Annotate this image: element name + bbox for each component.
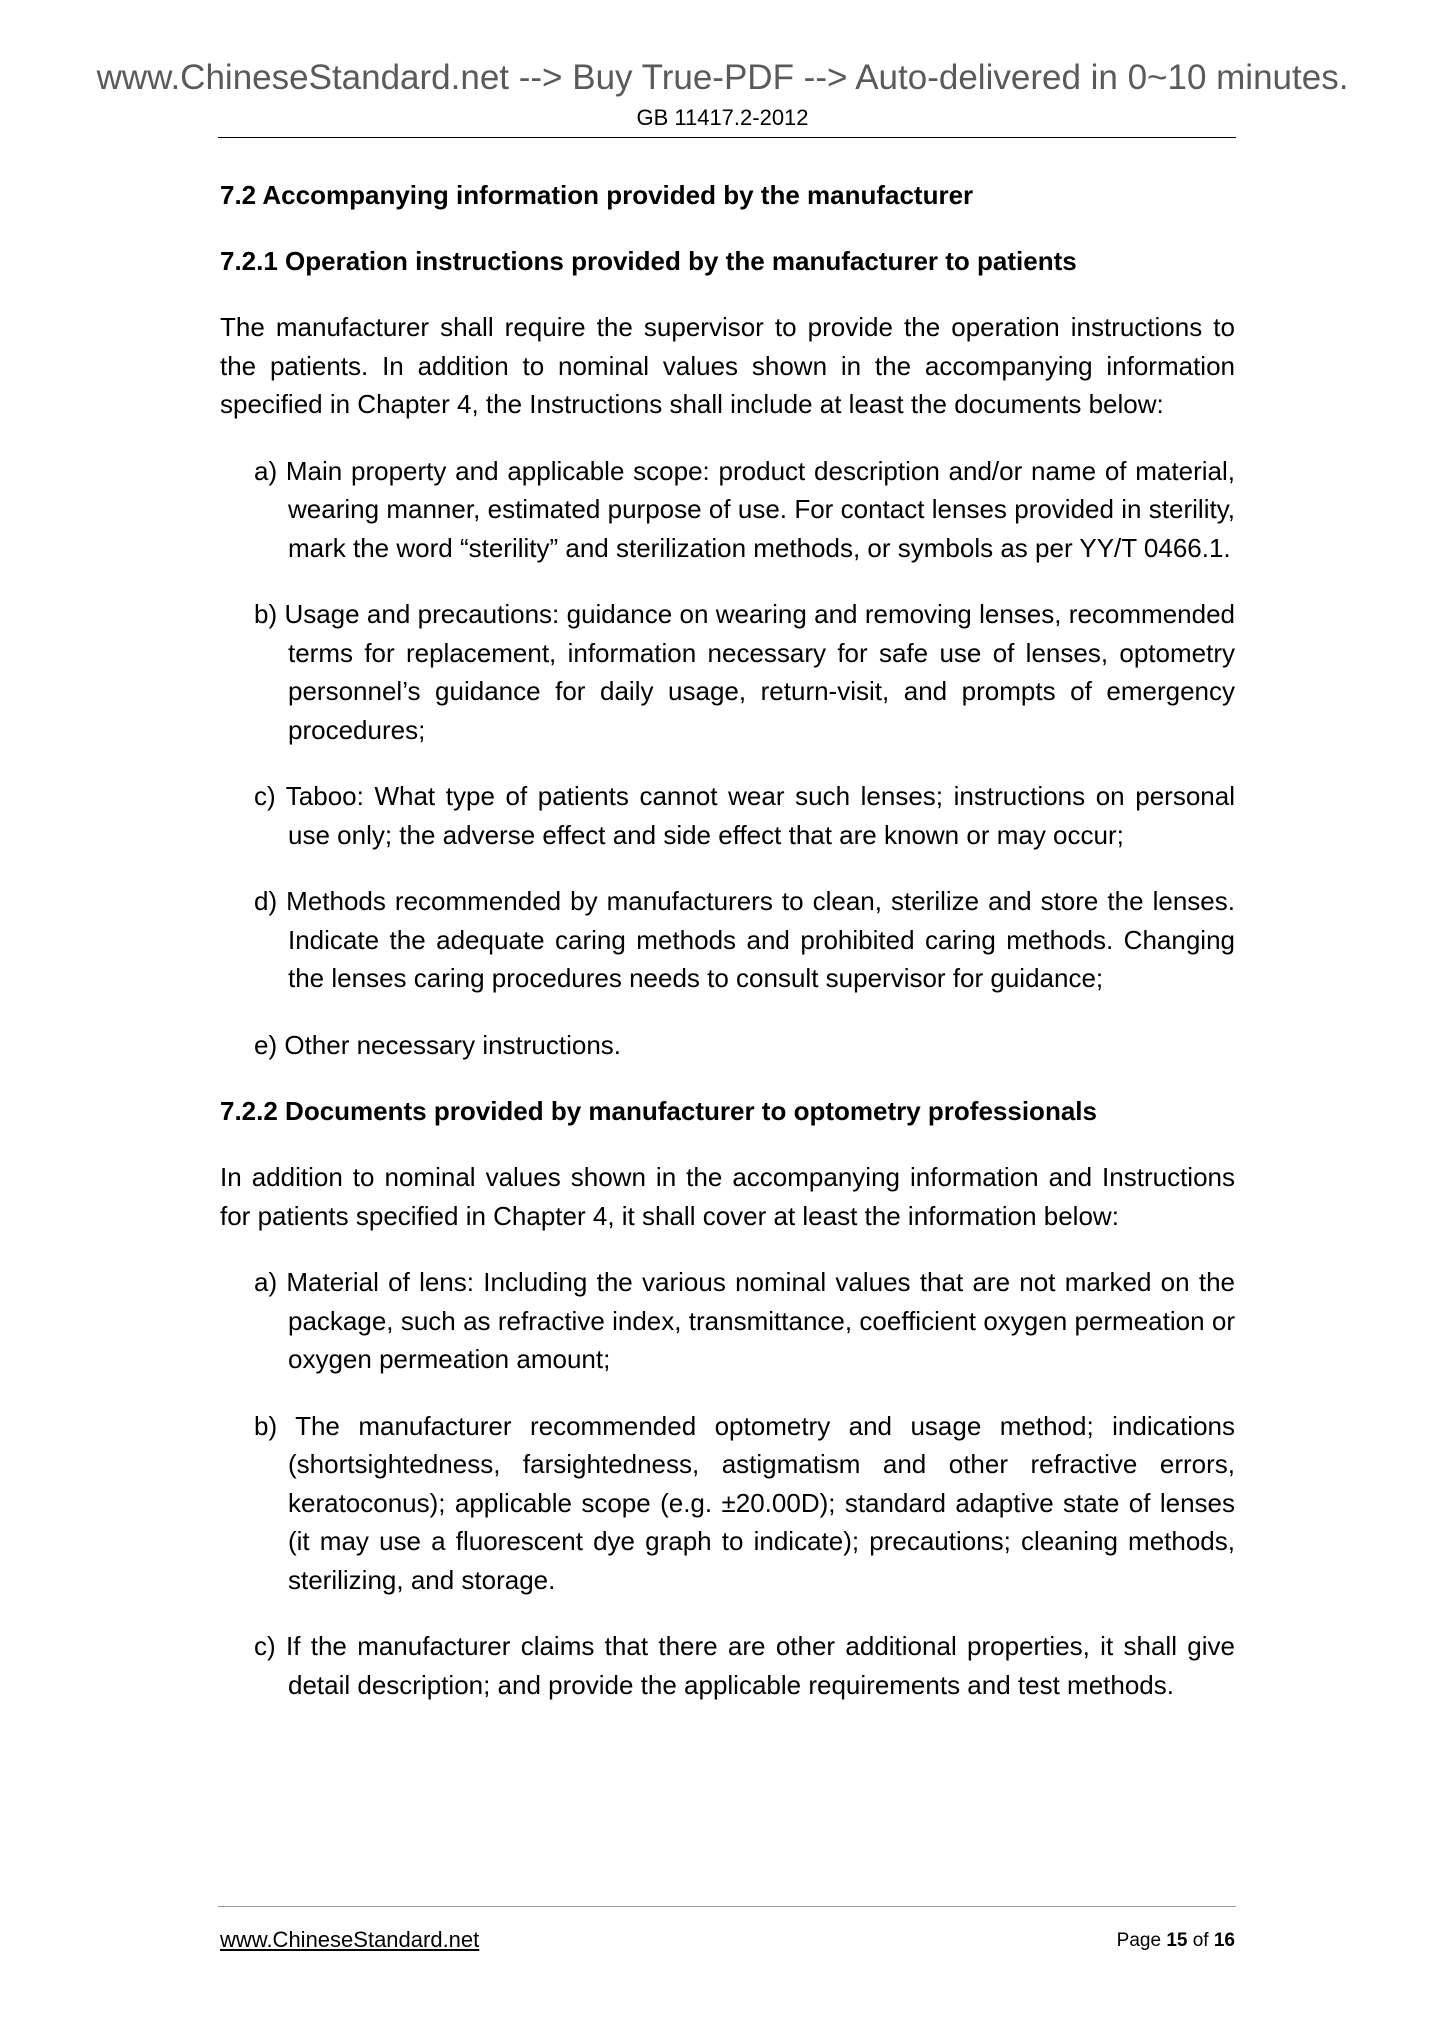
footer-site-link[interactable]: www.ChineseStandard.net xyxy=(220,1927,480,1952)
page-total: 16 xyxy=(1213,1930,1235,1951)
section-7-2-1-intro: The manufacturer shall require the supervisor to provide the operation instructions to the patients. In addition to nominal values shown in the accompanying information specified in Chapter 4, the Instructions shall include at least the documents below: xyxy=(220,312,1235,419)
list-item-7-2-1-d: d) Methods recommended by manufacturers to clean, sterilize and store the lenses. Indicate the adequate caring methods and prohibited caring methods. Changing the lenses caring procedures needs to consult supervisor for guidance; xyxy=(254,886,1235,993)
page-prefix: Page xyxy=(1116,1930,1167,1951)
list-item-7-2-1-a: a) Main property and applicable scope: product description and/or name of material, wearing manner, estimated purpose of use. For contact lenses provided in sterility, mark the word “sterility” and sterilization methods, or symbols as per YY/T 0466.1. xyxy=(254,455,1235,563)
list-item-7-2-1-b: b) Usage and precautions: guidance on wearing and removing lenses, recommended terms for replacement, information necessary for safe use of lenses, optometry personnel’s guidance for daily usage, return-visit, and prompts of emergency procedures; xyxy=(254,599,1235,745)
page-content xyxy=(220,176,1235,1732)
standard-code: GB 11417.2-2012 xyxy=(636,105,809,130)
list-item-7-2-2-c: c) If the manufacturer claims that there are other additional properties, it shall give detail description; and provide the applicable requirements and test methods. xyxy=(254,1631,1235,1700)
list-item-7-2-1-e: e) Other necessary instructions. xyxy=(254,1029,622,1060)
footer-divider xyxy=(218,1906,1236,1907)
page-of: of xyxy=(1187,1930,1214,1951)
banner-text: www.ChineseStandard.net --> Buy True-PDF --> Auto-delivered in 0~10 minutes. xyxy=(96,58,1349,97)
section-heading-7-2-1: 7.2.1 Operation instructions provided by the manufacturer to patients xyxy=(220,246,1077,276)
page-number xyxy=(1117,1928,1235,1954)
page-current: 15 xyxy=(1166,1930,1188,1951)
section-7-2-2-intro: In addition to nominal values shown in the accompanying information and Instructions for patients specified in Chapter 4, it shall cover at least the information below: xyxy=(220,1162,1235,1231)
list-item-7-2-2-a: a) Material of lens: Including the various nominal values that are not marked on the package, such as refractive index, transmittance, coefficient oxygen permeation or oxygen permeation amount; xyxy=(254,1267,1235,1374)
list-item-7-2-2-b: b) The manufacturer recommended optometry and usage method; indications (shortsightedness, farsightedness, astigmatism and other refractive errors, keratoconus); applicable scope (e.g. ±20.00D); standard adaptive state of lenses (it may use a fluorescent dye graph to indicate); precautions; cleaning methods, sterilizing, and storage. xyxy=(254,1410,1235,1595)
list-item-7-2-1-c: c) Taboo: What type of patients cannot wear such lenses; instructions on personal use only; the adverse effect and side effect that are known or may occur; xyxy=(254,781,1235,850)
header-divider xyxy=(218,137,1236,138)
section-heading-7-2-2: 7.2.2 Documents provided by manufacturer to optometry professionals xyxy=(220,1096,1097,1126)
section-heading-7-2: 7.2 Accompanying information provided by the manufacturer xyxy=(220,180,974,210)
